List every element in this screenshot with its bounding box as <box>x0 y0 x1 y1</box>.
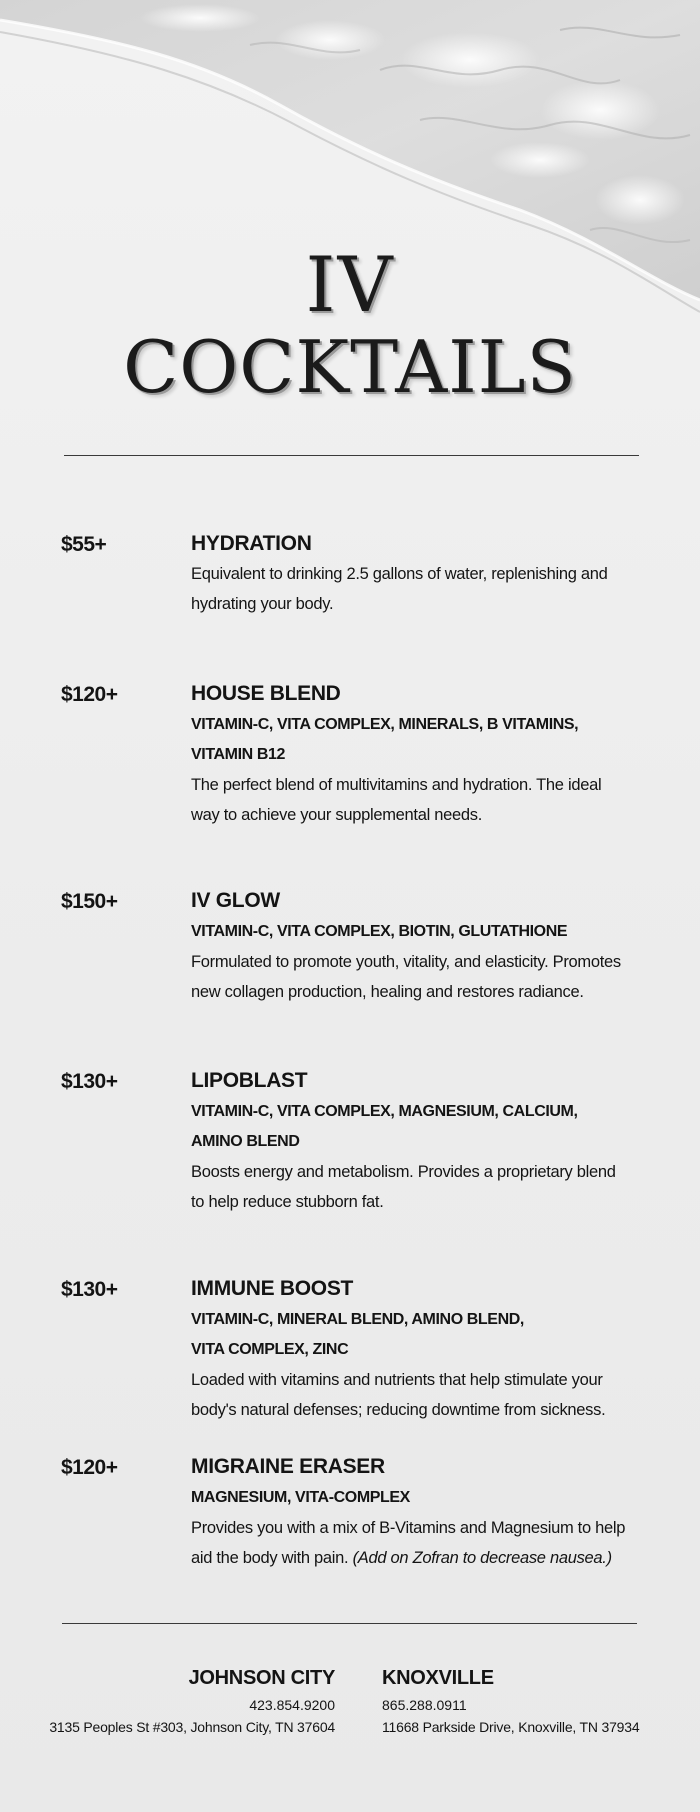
item-description: Provides you with a mix of B-Vitamins and Magnesium to help aid the body with pain. (Add on Zofran to decrease nausea.) <box>191 1519 626 1567</box>
item-note: (Add on Zofran to decrease nausea.) <box>352 1549 612 1567</box>
item-name: HOUSE BLEND <box>191 682 341 705</box>
item-description: Formulated to promote youth, vitality, and elasticity. Promotes new collagen production, healing and restores radiance. <box>191 953 621 1001</box>
location-phone[interactable]: 423.854.9200 <box>249 1697 335 1713</box>
item-description: Loaded with vitamins and nutrients that help stimulate your body's natural defenses; reducing downtime from sickness. <box>191 1371 606 1419</box>
item-price: $55+ <box>61 533 107 556</box>
item-price: $130+ <box>61 1070 118 1093</box>
item-name: IV GLOW <box>191 889 280 912</box>
bottom-divider <box>62 1623 637 1624</box>
location-city: JOHNSON CITY <box>188 1667 335 1689</box>
location-address: 11668 Parkside Drive, Knoxville, TN 37934 <box>382 1719 640 1735</box>
item-ingredients: VITAMIN-C, VITA COMPLEX, MAGNESIUM, CALCIUM, AMINO BLEND <box>191 1103 578 1150</box>
item-description: The perfect blend of multivitamins and hydration. The ideal way to achieve your supplemental needs. <box>191 776 602 824</box>
top-divider <box>64 455 639 456</box>
location-phone[interactable]: 865.288.0911 <box>382 1697 467 1713</box>
item-price: $150+ <box>61 890 118 913</box>
location-knoxville <box>382 1665 639 1738</box>
item-ingredients: VITAMIN-C, MINERAL BLEND, AMINO BLEND, VITA COMPLEX, ZINC <box>191 1311 524 1358</box>
item-name: IMMUNE BOOST <box>191 1277 354 1300</box>
item-ingredients: MAGNESIUM, VITA-COMPLEX <box>191 1489 410 1506</box>
item-description: Boosts energy and metabolism. Provides a proprietary blend to help reduce stubborn fat. <box>191 1163 616 1211</box>
location-address: 3135 Peoples St #303, Johnson City, TN 37604 <box>49 1719 335 1735</box>
item-ingredients: VITAMIN-C, VITA COMPLEX, MINERALS, B VITAMINS, VITAMIN B12 <box>191 716 579 763</box>
item-ingredients: VITAMIN-C, VITA COMPLEX, BIOTIN, GLUTATHIONE <box>191 923 568 940</box>
item-name: MIGRAINE ERASER <box>191 1455 385 1478</box>
location-johnson-city <box>49 1665 335 1738</box>
title-line-cocktails: COCKTAILS <box>123 325 577 409</box>
title-line-iv: IV <box>305 240 395 329</box>
page-title <box>0 240 700 409</box>
item-price: $120+ <box>61 1456 118 1479</box>
item-description: Equivalent to drinking 2.5 gallons of water, replenishing and hydrating your body. <box>191 565 608 613</box>
item-price: $120+ <box>61 683 118 706</box>
item-price: $130+ <box>61 1278 118 1301</box>
location-city: KNOXVILLE <box>382 1667 494 1689</box>
item-name: HYDRATION <box>191 532 312 555</box>
item-name: LIPOBLAST <box>191 1069 308 1092</box>
